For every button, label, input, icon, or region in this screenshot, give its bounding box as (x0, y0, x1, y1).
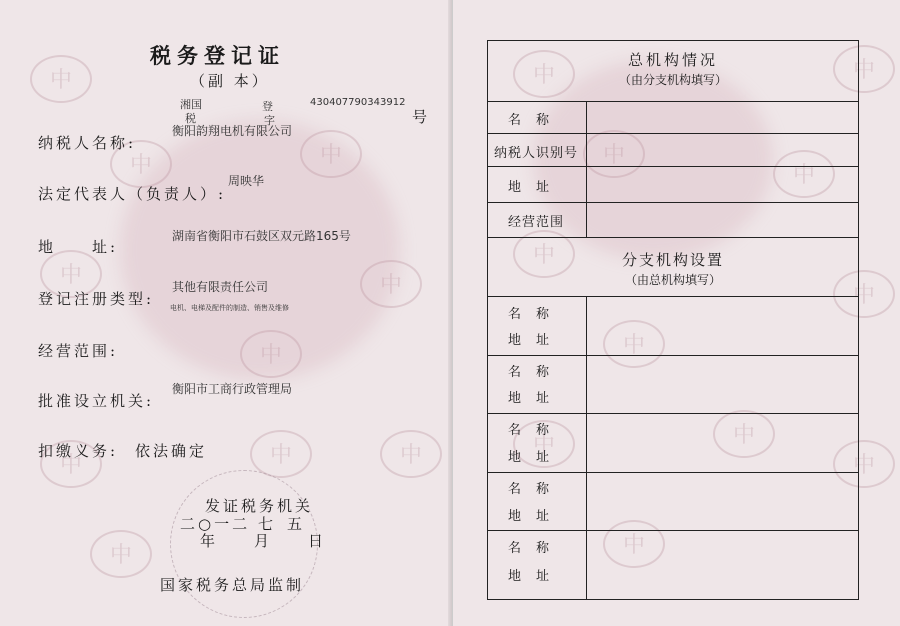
head-office-note: （由分支机构填写） (618, 73, 727, 87)
address-value: 湖南省衡阳市石鼓区双元路165号 (172, 229, 351, 243)
branch-address-label: 地 址 (508, 333, 551, 348)
taxpayer-name-value: 衡阳韵翔电机有限公司 (172, 124, 293, 138)
business-scope-value: 电机、电梯及配件的制造、销售及维修 (170, 304, 289, 312)
head-name-label: 名 称 (508, 113, 551, 128)
issue-year: 二○一二 (180, 515, 251, 533)
withholding-label: 扣缴义务: (38, 442, 119, 460)
branch-note: （由总机构填写） (624, 273, 721, 287)
legal-rep-label: 法定代表人（负责人）: (38, 185, 227, 203)
branch-address-label: 地 址 (508, 509, 551, 524)
business-scope-label: 经营范围: (38, 342, 119, 360)
head-taxpayer-id-label: 纳税人识别号 (494, 146, 579, 161)
withholding-value: 依法确定 (135, 442, 208, 460)
reg-type-value: 其他有限责任公司 (172, 280, 269, 294)
id-prefix-top: 湘国 (180, 98, 202, 111)
address-label: 地 址: (38, 238, 119, 256)
footer-supervisor: 国家税务总局监制 (160, 576, 305, 594)
head-office-title: 总机构情况 (627, 51, 718, 69)
issue-month: 七 (258, 515, 277, 533)
approval-authority-value: 衡阳市工商行政管理局 (172, 382, 293, 396)
id-hao: 号 (412, 108, 431, 126)
id-deng: 登 (262, 100, 273, 113)
date-units: 年 月 日 (200, 532, 327, 550)
copy-label: （副 本） (190, 72, 270, 90)
branch-name-label: 名 称 (508, 482, 551, 497)
reg-type-label: 登记注册类型: (38, 290, 155, 308)
branch-address-label: 地 址 (508, 450, 551, 465)
branch-address-label: 地 址 (508, 569, 551, 584)
head-scope-label: 经营范围 (508, 215, 565, 230)
branch-address-label: 地 址 (508, 391, 551, 406)
branch-name-label: 名 称 (508, 365, 551, 380)
issuer-label: 发证税务机关 (205, 497, 314, 515)
tax-id-number: 430407790343912 (310, 97, 406, 108)
branch-name-label: 名 称 (508, 541, 551, 556)
branch-name-label: 名 称 (508, 423, 551, 438)
approval-authority-label: 批准设立机关: (38, 392, 155, 410)
certificate-title: 税务登记证 (150, 43, 285, 68)
id-zi: 字 (264, 114, 275, 127)
branch-title: 分支机构设置 (621, 251, 724, 269)
head-address-label: 地 址 (508, 180, 551, 195)
taxpayer-name-label: 纳税人名称: (38, 134, 137, 152)
id-prefix-mid: 税 (185, 112, 196, 125)
issue-day: 五 (287, 515, 306, 533)
legal-rep-value: 周映华 (228, 174, 265, 188)
branch-name-label: 名 称 (508, 307, 551, 322)
organization-table (487, 40, 859, 600)
